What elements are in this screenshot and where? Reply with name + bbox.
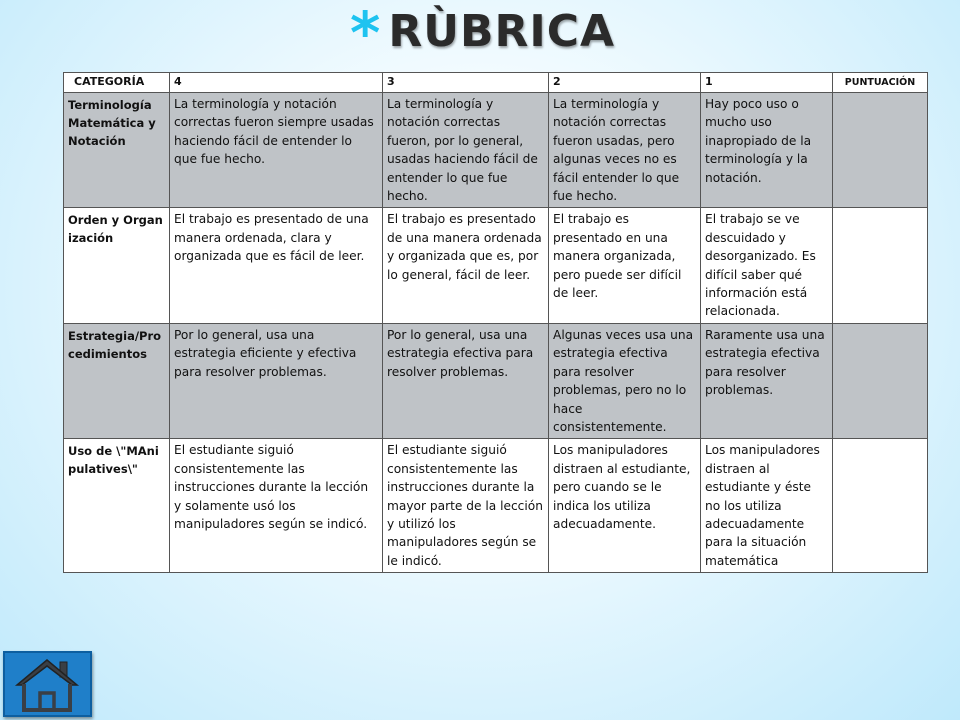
- header-puntuacion: PUNTUACIÓN: [833, 73, 928, 93]
- cell-score-1: El trabajo se ve descuidado y desorganizado. Es difícil saber qué información está relacionada.: [701, 208, 833, 323]
- cell-puntuacion[interactable]: [833, 323, 928, 438]
- row-category: Estrategia/Procedimientos: [64, 323, 170, 438]
- row-category: Terminología Matemática y Notación: [64, 93, 170, 208]
- title-star-icon: *: [350, 0, 381, 67]
- cell-score-3: El trabajo es presentado de una manera ordenada y organizada que es, por lo general, fácil de leer.: [383, 208, 549, 323]
- header-score-1: 1: [701, 73, 833, 93]
- row-category: Uso de \"MAnipulatives\": [64, 439, 170, 573]
- cell-score-2: El trabajo es presentado en una manera organizada, pero puede ser difícil de leer.: [549, 208, 701, 323]
- home-icon: [5, 653, 90, 715]
- row-category: Orden y Organización: [64, 208, 170, 323]
- table-row: [64, 93, 928, 208]
- cell-score-4: El trabajo es presentado de una manera ordenada, clara y organizada que es fácil de leer.: [170, 208, 383, 323]
- page-title: RÙBRICA: [388, 6, 616, 57]
- table-row: [64, 208, 928, 323]
- cell-score-3: Por lo general, usa una estrategia efectiva para resolver problemas.: [383, 323, 549, 438]
- rubric-table: [63, 72, 928, 573]
- header-categoria: CATEGORÍA: [64, 73, 170, 93]
- table-row: [64, 323, 928, 438]
- header-row: [64, 73, 928, 93]
- header-score-2: 2: [549, 73, 701, 93]
- cell-puntuacion[interactable]: [833, 93, 928, 208]
- cell-puntuacion[interactable]: [833, 208, 928, 323]
- cell-score-2: La terminología y notación correctas fueron usadas, pero algunas veces no es fácil entender lo que fue hecho.: [549, 93, 701, 208]
- cell-score-3: El estudiante siguió consistentemente las instrucciones durante la mayor parte de la lección y utilizó los manipuladores según se le indicó.: [383, 439, 549, 573]
- slide-title: [350, 0, 616, 67]
- cell-score-2: Los manipuladores distraen al estudiante, pero cuando se le indica los utiliza adecuadamente.: [549, 439, 701, 573]
- header-score-3: 3: [383, 73, 549, 93]
- cell-score-1: Hay poco uso o mucho uso inapropiado de la terminología y la notación.: [701, 93, 833, 208]
- cell-puntuacion[interactable]: [833, 439, 928, 573]
- cell-score-1: Los manipuladores distraen al estudiante y éste no los utiliza adecuadamente para la situación matemática: [701, 439, 833, 573]
- cell-score-1: Raramente usa una estrategia efectiva para resolver problemas.: [701, 323, 833, 438]
- header-score-4: 4: [170, 73, 383, 93]
- cell-score-2: Algunas veces usa una estrategia efectiva para resolver problemas, pero no lo hace consistentemente.: [549, 323, 701, 438]
- cell-score-4: El estudiante siguió consistentemente las instrucciones durante la lección y solamente usó los manipuladores según se indicó.: [170, 439, 383, 573]
- cell-score-4: Por lo general, usa una estrategia eficiente y efectiva para resolver problemas.: [170, 323, 383, 438]
- table-row: [64, 439, 928, 573]
- cell-score-3: La terminología y notación correctas fueron, por lo general, usadas haciendo fácil de entender lo que fue hecho.: [383, 93, 549, 208]
- cell-score-4: La terminología y notación correctas fueron siempre usadas haciendo fácil de entender lo que fue hecho.: [170, 93, 383, 208]
- home-button[interactable]: [3, 651, 92, 717]
